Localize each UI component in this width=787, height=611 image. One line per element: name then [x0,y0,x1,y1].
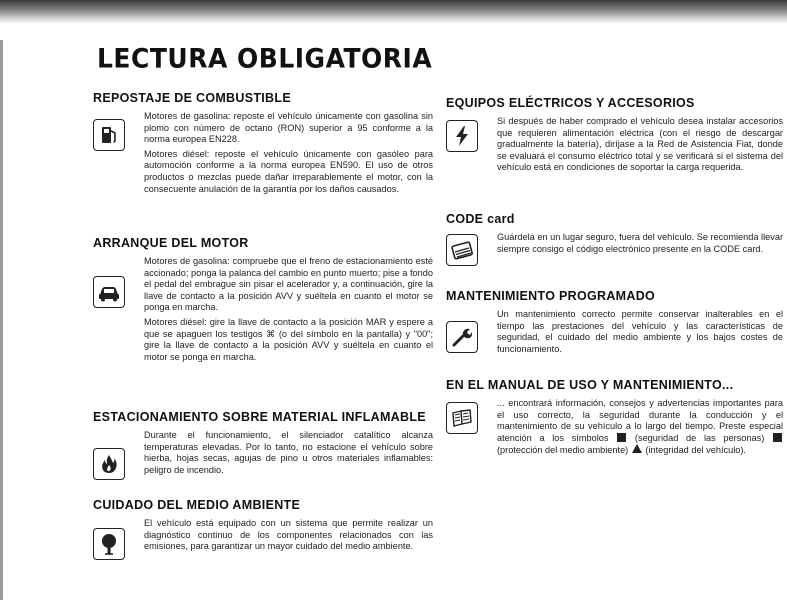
section-heading: EQUIPOS ELÉCTRICOS Y ACCESORIOS [446,96,695,110]
manual-text: (integridad del vehículo). [645,445,746,456]
paragraph: Motores diésel: reposte el vehículo únicamente con gasóleo para automoción conforme a la norma europea EN590. El uso de otros productos o mezclas puede dañar irreparablemente el motor, con la consecuente anulación de la garantía por los daños causados. [144,148,433,194]
section-mantenimiento [446,289,783,358]
paragraph: Motores de gasolina: reposte el vehículo únicamente con gasolina sin plomo con número de octano (RON) superior a 95 conforme a la norma europea EN228. [144,111,433,145]
car-icon [93,276,125,308]
paragraph: Motores de gasolina: compruebe que el freno de estacionamiento esté accionado; ponga la palanca del cambio en punto muerto; pise a fondo el pedal del embrague sin pisar el acelerador y, a continuación, gire la llave de contacto a la posición AVV y suéltela en cuanto el motor se ponga en marcha. [144,256,433,313]
page-title: LECTURA OBLIGATORIA [97,43,433,74]
paragraph: Motores diésel: gire la llave de contacto a la posición MAR y espere a que se apaguen los testigos ⌘ (o del símbolo en la pantalla) y "00"; gire la llave de contacto a la posición AVV y suéltela en cuanto el motor se ponga en marcha. [144,316,433,362]
paragraph [497,398,783,457]
section-heading: EN EL MANUAL DE USO Y MANTENIMIENTO... [446,378,734,392]
section-repostaje [93,91,433,198]
code-label: CODE [446,212,484,226]
manual-text: (protección del medio ambiente) [497,445,629,456]
section-heading: CUIDADO DEL MEDIO AMBIENTE [93,498,301,512]
lightning-icon [446,120,478,152]
section-heading: MANTENIMIENTO PROGRAMADO [446,289,656,303]
section-estacionamiento [93,410,433,479]
card-icon [446,234,478,266]
fuel-pump-icon [93,119,125,151]
environment-symbol-icon [773,433,782,442]
manual-text: ... encontrará información, consejos y advertencias importantes para el uso correcto, la seguridad durante la conducción y el mantenimiento de su vehículo a lo largo del tiempo. Preste especial atención a los símbolos [497,398,783,443]
personal-safety-symbol-icon [617,433,626,442]
paragraph: Un mantenimiento correcto permite conservar inalterables en el tiempo las prestaciones del vehículo y las características de seguridad, el cuidado del medio ambiente y los bajos costes de funcionamiento. [497,309,783,354]
section-arranque [93,236,433,366]
wrench-icon [446,321,478,353]
paragraph: Si después de haber comprado el vehículo desea instalar accesorios que requieren alimentación eléctrica (con el riesgo de descargar gradualmente la batería), diríjase a la Red de Asistencia Fiat, donde se evaluará el consumo eléctrico total y se verificará si el sistema del vehículo está en condiciones de soportar la carga requerida. [497,116,783,173]
card-label: card [483,212,515,226]
paragraph: Guárdela en un lugar seguro, fuera del vehículo. Se recomienda llevar siempre consigo el código electrónico presente en la CODE card. [497,232,784,254]
warning-triangle-icon [632,444,642,453]
book-icon [446,402,478,434]
manual-text: (seguridad de las personas) [634,432,765,443]
section-code-card [446,212,783,258]
section-manual [446,378,783,460]
section-heading: ARRANQUE DEL MOTOR [93,236,249,250]
scan-edge-left [0,40,3,600]
section-heading: ESTACIONAMIENTO SOBRE MATERIAL INFLAMABLE [93,410,426,424]
section-medio-ambiente [93,498,433,556]
fire-icon [93,448,125,480]
tree-icon [93,528,125,560]
section-equipos-electricos [446,96,783,177]
scan-shadow-top [0,0,787,24]
paragraph: El vehículo está equipado con un sistema que permite realizar un diagnóstico continuo de los componentes relacionados con las emisiones, para garantizar un mayor cuidado del medio ambiente. [144,518,433,552]
paragraph: Durante el funcionamiento, el silenciador catalítico alcanza temperaturas elevadas. Por lo tanto, no estacione el vehículo sobre hierba, hojas secas, agujas de pino u otros materiales inflamables: peligro de incendio. [144,430,433,475]
section-heading: REPOSTAJE DE COMBUSTIBLE [93,91,291,105]
section-heading [446,212,783,226]
